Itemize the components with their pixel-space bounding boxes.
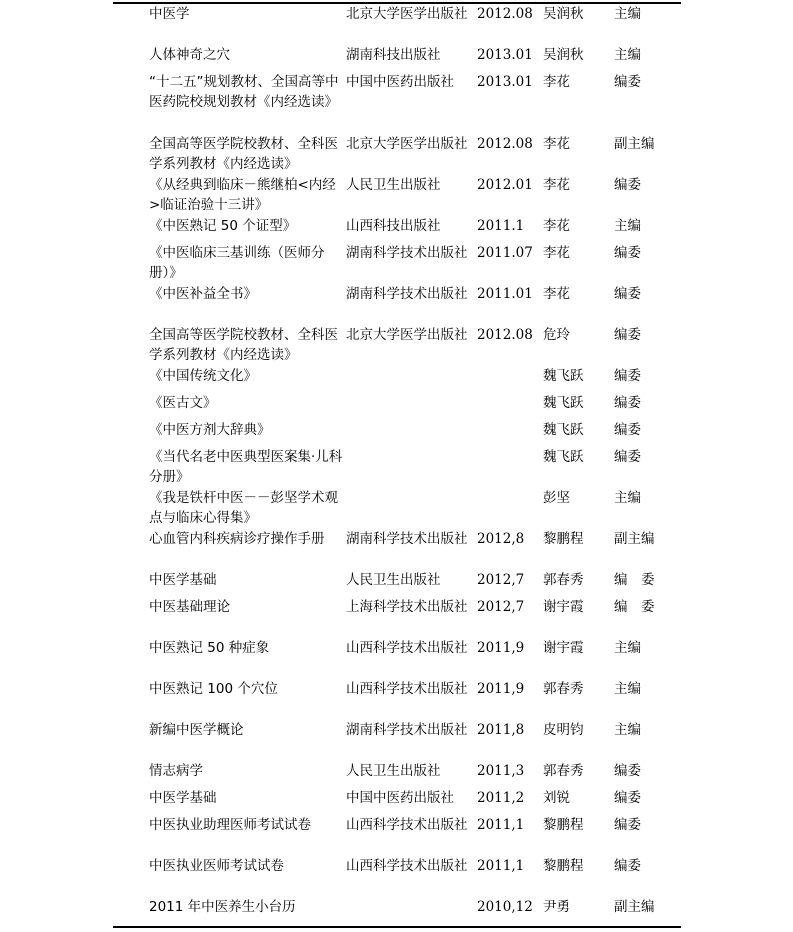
publish-date-cell: 2011.07 <box>477 245 533 261</box>
book-title-cell: 中医执业助理医师考试试卷 <box>149 817 311 833</box>
publisher-cell: 北京大学医学出版社 <box>346 6 468 22</box>
author-cell: 吴润秋 <box>543 6 584 22</box>
book-title-cell: 全国高等医学院校教材、全科医学系列教材《内经选读》 <box>149 136 338 172</box>
book-title-cell: 《当代名老中医典型医案集·儿科分册》 <box>149 449 343 485</box>
author-cell: 李花 <box>543 136 570 152</box>
table-row <box>149 366 669 393</box>
role-cell: 编委 <box>614 422 641 438</box>
book-title-cell: 2011 年中医养生小台历 <box>149 899 296 915</box>
publish-date-cell: 2013.01 <box>477 74 533 90</box>
publisher-cell: 人民卫生出版社 <box>346 763 441 779</box>
role-cell: 主编 <box>614 490 641 506</box>
role-cell: 主编 <box>614 640 641 656</box>
table-row <box>149 815 669 856</box>
publish-date-cell: 2011.1 <box>477 218 525 234</box>
role-cell: 编委 <box>614 449 641 465</box>
book-title-cell: 《医古文》 <box>149 395 217 411</box>
author-cell: 魏飞跃 <box>543 395 584 411</box>
book-title-cell: 《我是铁杆中医－－彭坚学术观点与临床心得集》 <box>149 490 338 526</box>
table-row <box>149 447 669 488</box>
publish-date-cell: 2011.01 <box>477 286 533 302</box>
publish-date-cell: 2010,12 <box>477 899 533 915</box>
book-title-cell: 中医熟记 50 种症象 <box>149 640 270 656</box>
book-title-cell: 人体神奇之穴 <box>149 47 230 63</box>
publish-date-cell: 2012.08 <box>477 136 533 152</box>
table-row <box>149 243 669 284</box>
book-title-cell: 《中医熟记 50 个证型》 <box>149 218 297 234</box>
role-cell: 主编 <box>614 681 641 697</box>
table-row <box>149 856 669 897</box>
author-cell: 李花 <box>543 218 570 234</box>
publish-date-cell: 2012.01 <box>477 177 533 193</box>
author-cell: 郭春秀 <box>543 681 584 697</box>
publisher-cell: 山西科技出版社 <box>346 218 441 234</box>
table-row <box>149 679 669 720</box>
publisher-cell <box>346 447 477 488</box>
publish-date-cell <box>477 366 543 393</box>
publish-date-cell: 2011,8 <box>477 722 525 738</box>
publish-date-cell <box>477 447 543 488</box>
table-row <box>149 45 669 72</box>
publisher-cell: 中国中医药出版社 <box>346 74 454 90</box>
table-row <box>149 216 669 243</box>
publisher-cell: 人民卫生出版社 <box>346 572 441 588</box>
table-row <box>149 720 669 761</box>
author-cell: 魏飞跃 <box>543 368 584 384</box>
role-cell: 主编 <box>614 722 641 738</box>
book-title-cell: 《从经典到临床－熊继柏<内经>临证治验十三讲》 <box>149 177 336 213</box>
role-cell: 编委 <box>614 790 641 806</box>
author-cell: 危玲 <box>543 327 570 343</box>
publisher-cell: 湖南科学技术出版社 <box>346 531 468 547</box>
table-row <box>149 4 669 45</box>
role-cell: 编委 <box>614 286 641 302</box>
publish-date-cell: 2011,3 <box>477 763 525 779</box>
author-cell: 刘锐 <box>543 790 570 806</box>
book-title-cell: 心血管内科疾病诊疗操作手册 <box>149 531 325 547</box>
table-row <box>149 488 669 529</box>
publish-date-cell <box>477 488 543 529</box>
publisher-cell <box>346 488 477 529</box>
publisher-cell: 人民卫生出版社 <box>346 177 441 193</box>
publish-date-cell: 2012,8 <box>477 531 525 547</box>
publisher-cell: 北京大学医学出版社 <box>346 136 468 152</box>
publisher-cell: 中国中医药出版社 <box>346 790 454 806</box>
table-row <box>149 897 669 924</box>
table-row <box>149 420 669 447</box>
publisher-cell: 湖南科学技术出版社 <box>346 722 468 738</box>
publications-table <box>149 4 669 924</box>
author-cell: 吴润秋 <box>543 47 584 63</box>
role-cell: 副主编 <box>614 136 655 152</box>
role-cell: 编委 <box>614 368 641 384</box>
table-row <box>149 788 669 815</box>
role-cell: 编委 <box>614 177 641 193</box>
author-cell: 李花 <box>543 245 570 261</box>
publish-date-cell: 2011,1 <box>477 858 525 874</box>
book-title-cell: 中医学基础 <box>149 572 217 588</box>
role-cell: 副主编 <box>614 531 655 547</box>
publisher-cell <box>346 393 477 420</box>
author-cell: 谢宇霞 <box>543 599 584 615</box>
publisher-cell <box>346 366 477 393</box>
role-cell: 编 委 <box>614 599 655 615</box>
role-cell: 主编 <box>614 47 641 63</box>
role-cell: 编 委 <box>614 572 655 588</box>
author-cell: 魏飞跃 <box>543 422 584 438</box>
role-cell: 编委 <box>614 245 641 261</box>
table-row <box>149 761 669 788</box>
publish-date-cell: 2011,9 <box>477 640 525 656</box>
author-cell: 谢宇霞 <box>543 640 584 656</box>
publications-table-body <box>149 4 669 924</box>
role-cell: 主编 <box>614 6 641 22</box>
author-cell: 李花 <box>543 177 570 193</box>
role-cell: 编委 <box>614 858 641 874</box>
publisher-cell: 山西科学技术出版社 <box>346 640 468 656</box>
publisher-cell: 山西科学技术出版社 <box>346 817 468 833</box>
author-cell: 黎鹏程 <box>543 858 584 874</box>
publish-date-cell: 2012,7 <box>477 572 525 588</box>
table-row <box>149 134 669 175</box>
publisher-cell <box>346 420 477 447</box>
publisher-cell: 湖南科学技术出版社 <box>346 245 468 261</box>
publish-date-cell: 2011,1 <box>477 817 525 833</box>
role-cell: 编委 <box>614 74 641 90</box>
book-title-cell: 中医基础理论 <box>149 599 230 615</box>
publish-date-cell: 2013.01 <box>477 47 533 63</box>
author-cell: 郭春秀 <box>543 763 584 779</box>
publisher-cell: 北京大学医学出版社 <box>346 327 468 343</box>
author-cell: 李花 <box>543 286 570 302</box>
table-row <box>149 325 669 366</box>
author-cell: 尹勇 <box>543 899 570 915</box>
publisher-cell: 山西科学技术出版社 <box>346 681 468 697</box>
table-row <box>149 570 669 597</box>
book-title-cell: “十二五”规划教材、全国高等中医药院校规划教材《内经选读》 <box>149 74 339 110</box>
book-title-cell: 中医熟记 100 个穴位 <box>149 681 278 697</box>
table-row <box>149 638 669 679</box>
role-cell: 编委 <box>614 327 641 343</box>
table-row <box>149 284 669 325</box>
book-title-cell: 《中医临床三基训练（医师分册）》 <box>149 245 325 281</box>
author-cell: 魏飞跃 <box>543 449 584 465</box>
publisher-cell: 山西科学技术出版社 <box>346 858 468 874</box>
table-row <box>149 175 669 216</box>
book-title-cell: 《中医方剂大辞典》 <box>149 422 271 438</box>
publish-date-cell: 2012.08 <box>477 327 533 343</box>
role-cell: 编委 <box>614 395 641 411</box>
book-title-cell: 中医学基础 <box>149 790 217 806</box>
author-cell: 皮明钧 <box>543 722 584 738</box>
publisher-cell: 湖南科学技术出版社 <box>346 286 468 302</box>
table-row <box>149 597 669 638</box>
publisher-cell: 上海科学技术出版社 <box>346 599 468 615</box>
book-title-cell: 《中国传统文化》 <box>149 368 257 384</box>
book-title-cell: 情志病学 <box>149 763 203 779</box>
publish-date-cell: 2011,9 <box>477 681 525 697</box>
author-cell: 黎鹏程 <box>543 817 584 833</box>
role-cell: 编委 <box>614 817 641 833</box>
role-cell: 主编 <box>614 218 641 234</box>
table-row <box>149 72 669 134</box>
book-title-cell: 中医学 <box>149 6 190 22</box>
author-cell: 郭春秀 <box>543 572 584 588</box>
publish-date-cell: 2011,2 <box>477 790 525 806</box>
publish-date-cell: 2012,7 <box>477 599 525 615</box>
table-row <box>149 393 669 420</box>
book-title-cell: 全国高等医学院校教材、全科医学系列教材《内经选读》 <box>149 327 338 363</box>
author-cell: 黎鹏程 <box>543 531 584 547</box>
author-cell: 彭坚 <box>543 490 570 506</box>
book-title-cell: 新编中医学概论 <box>149 722 244 738</box>
table-row <box>149 529 669 570</box>
publisher-cell: 湖南科技出版社 <box>346 47 441 63</box>
book-title-cell: 中医执业医师考试试卷 <box>149 858 284 874</box>
publish-date-cell: 2012.08 <box>477 6 533 22</box>
publisher-cell <box>346 897 477 924</box>
book-title-cell: 《中医补益全书》 <box>149 286 257 302</box>
role-cell: 编委 <box>614 763 641 779</box>
table-bottom-rule <box>113 926 681 928</box>
publish-date-cell <box>477 420 543 447</box>
publish-date-cell <box>477 393 543 420</box>
author-cell: 李花 <box>543 74 570 90</box>
role-cell: 副主编 <box>614 899 655 915</box>
